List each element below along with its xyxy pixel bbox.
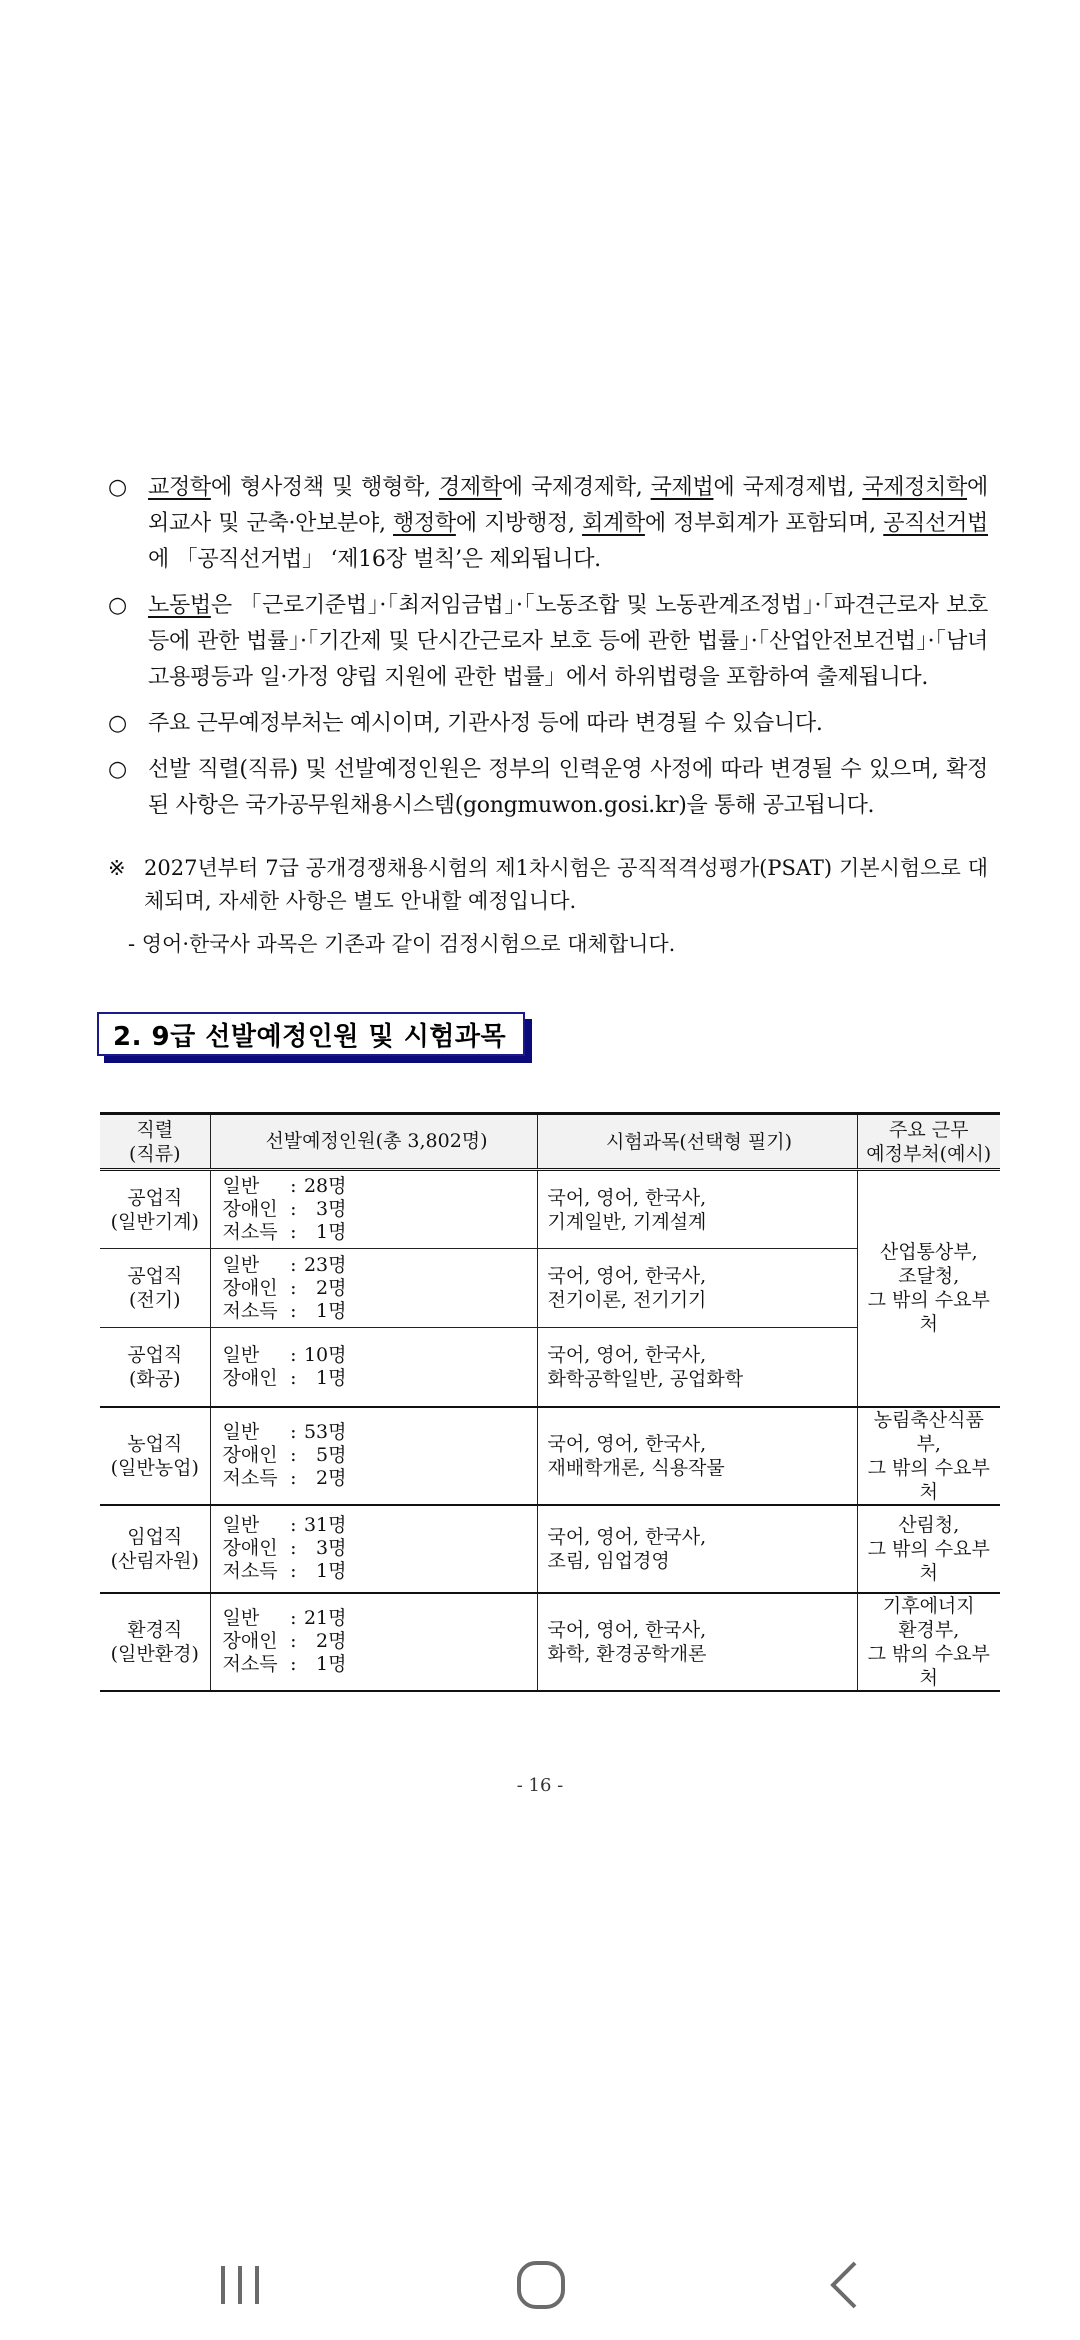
subject-line: 재배학개론, 식용작물 — [547, 1456, 725, 1479]
note-text: 에 외교사 및 군축·안보분야, — [148, 475, 988, 536]
job-line: 공업직 — [127, 1186, 183, 1209]
header-dept: 주요 근무 예정부처(예시) — [857, 1114, 1000, 1170]
note-text: 에 정부회계가 포함되며, — [644, 511, 884, 536]
cell-quota — [210, 1593, 537, 1691]
job-line: (일반환경) — [110, 1642, 199, 1665]
bullet-circle: ○ — [108, 593, 127, 618]
back-button[interactable] — [800, 2250, 890, 2320]
recent-apps-icon — [215, 2262, 265, 2308]
bullet-circle: ○ — [108, 711, 127, 736]
reference-mark: ※ — [108, 856, 126, 880]
recent-apps-button[interactable] — [195, 2250, 285, 2320]
header-job: 직렬 (직류) — [100, 1114, 210, 1170]
underlined-term: 노동법 — [148, 593, 211, 618]
job-line: 공업직 — [127, 1343, 183, 1366]
underlined-term: 행정학 — [393, 511, 456, 536]
dept-line: 그 밖의 수요부처 — [867, 1642, 990, 1689]
subject-line: 국어, 영어, 한국사, — [547, 1525, 707, 1548]
cell-quota — [210, 1249, 537, 1328]
job-line: (일반기계) — [110, 1210, 199, 1233]
cell-subjects — [537, 1170, 857, 1249]
underlined-term: 회계학 — [582, 511, 645, 536]
dept-line: 산림청, — [898, 1513, 960, 1536]
header-subjects: 시험과목(선택형 필기) — [537, 1114, 857, 1170]
quota-table — [100, 1112, 1000, 1692]
cell-dept — [857, 1170, 1000, 1407]
subject-line: 조림, 임업경영 — [547, 1549, 670, 1572]
quota-line: 저소득 : 1명 — [222, 1221, 347, 1243]
subject-line: 화학, 환경공학개론 — [547, 1642, 707, 1665]
quota-line: 일반 : 31명 — [222, 1514, 347, 1536]
note-text: 에 형사정책 및 행형학, — [210, 475, 439, 500]
reference-text: 2027년부터 7급 공개경쟁채용시험의 제1차시험은 공직적격성평가(PSAT) 기본시험으로 대체되며, 자세한 사항은 별도 안내할 예정입니다. — [144, 856, 988, 913]
quota-line: 저소득 : 1명 — [222, 1653, 347, 1675]
subject-line: 전기이론, 전기기기 — [547, 1289, 707, 1311]
page-number: - 16 - — [516, 1775, 564, 1796]
cell-quota — [210, 1407, 537, 1505]
back-icon — [825, 2259, 865, 2311]
home-button[interactable] — [496, 2250, 586, 2320]
reference-dash-item: - 영어·한국사 과목은 기존과 같이 검정시험으로 대체합니다. — [128, 932, 676, 956]
subject-line: 화학공학일반, 공업화학 — [547, 1367, 744, 1390]
table-body — [100, 1170, 1000, 1691]
note-text: 에 국제경제학, — [501, 475, 651, 500]
cell-subjects — [537, 1249, 857, 1328]
android-nav-bar — [0, 2230, 1080, 2340]
quota-line: 장애인 : 5명 — [222, 1444, 347, 1466]
cell-quota — [210, 1328, 537, 1407]
cell-dept — [857, 1505, 1000, 1593]
note-text: 주요 근무예정부처는 예시이며, 기관사정 등에 따라 변경될 수 있습니다. — [148, 711, 823, 736]
subject-line: 기계일반, 기계설계 — [547, 1210, 707, 1233]
bullet-circle: ○ — [108, 475, 127, 500]
quota-line: 일반 : 53명 — [222, 1421, 347, 1443]
table-header-row — [100, 1114, 1000, 1170]
quota-line: 일반 : 28명 — [222, 1175, 347, 1197]
note-text: 은 「근로기준법」·「최저임금법」·「노동조합 및 노동관계조정법」·「파견근로자 보호 등에 관한 법률」·「기간제 및 단시간근로자 보호 등에 관한 법률」·「산업안전보건법」·「남녀고용평등과 일·가정 양립 지원에 관한 법률」에서 하위법령을 포함하여 출제됩니다. — [148, 593, 988, 690]
quota-line: 저소득 : 1명 — [222, 1299, 347, 1322]
dept-line: 환경부, — [898, 1618, 960, 1641]
job-line: 환경직 — [127, 1618, 183, 1641]
quota-line: 일반 : 21명 — [222, 1607, 347, 1629]
cell-subjects — [537, 1505, 857, 1593]
quota-line: 장애인 : 3명 — [222, 1537, 347, 1559]
underlined-term: 국제정치학 — [862, 475, 968, 500]
quota-line: 장애인 : 3명 — [222, 1198, 347, 1220]
cell-subjects — [537, 1407, 857, 1505]
table-row — [100, 1593, 1000, 1691]
dept-line: 산업통상부, — [879, 1241, 978, 1264]
header-quota: 선발예정인원(총 3,802명) — [210, 1114, 537, 1170]
note-text: 에 국제경제법, — [713, 475, 863, 500]
cell-subjects — [537, 1328, 857, 1407]
home-icon — [513, 2257, 569, 2313]
note-item — [108, 588, 988, 696]
job-line: (일반농업) — [110, 1456, 199, 1479]
subject-line: 국어, 영어, 한국사, — [547, 1186, 707, 1209]
quota-line: 일반 : 23명 — [222, 1253, 347, 1276]
note-item — [108, 470, 988, 578]
cell-job — [100, 1249, 210, 1328]
quota-line: 장애인 : 2명 — [222, 1276, 347, 1299]
underlined-term: 경제학 — [438, 475, 502, 500]
cell-dept — [857, 1407, 1000, 1505]
job-line: (전기) — [128, 1289, 181, 1311]
subject-line: 국어, 영어, 한국사, — [547, 1343, 707, 1366]
job-line: 임업직 — [127, 1525, 183, 1548]
dept-line: 그 밖의 수요부처 — [867, 1456, 990, 1503]
cell-quota — [210, 1505, 537, 1593]
cell-quota — [210, 1170, 537, 1249]
table-row — [100, 1505, 1000, 1593]
job-line: (산림자원) — [110, 1549, 199, 1572]
dept-line: 그 밖의 수요부처 — [867, 1289, 990, 1336]
section-title: 2. 9급 선발예정인원 및 시험과목 — [97, 1012, 525, 1056]
job-line: 농업직 — [127, 1432, 183, 1455]
cell-job — [100, 1505, 210, 1593]
job-line: (화공) — [128, 1367, 181, 1390]
note-text: 에 지방행정, — [455, 511, 583, 536]
bullet-circle: ○ — [108, 757, 127, 782]
quota-line: 저소득 : 1명 — [222, 1560, 347, 1582]
note-text: 선발 직렬(직류) 및 선발예정인원은 정부의 인력운영 사정에 따라 변경될 수 있으며, 확정된 사항은 국가공무원채용시스템(gongmuwon.gosi.kr)을 통해 공고됩니다. — [148, 757, 988, 818]
reference-note — [108, 852, 988, 961]
table-row — [100, 1170, 1000, 1249]
cell-dept — [857, 1593, 1000, 1691]
quota-line: 일반 : 10명 — [222, 1343, 347, 1366]
job-line: 공업직 — [127, 1265, 183, 1287]
quota-line: 장애인 : 1명 — [222, 1366, 347, 1389]
underlined-term: 교정학 — [148, 475, 211, 500]
subject-line: 국어, 영어, 한국사, — [547, 1265, 707, 1287]
table-row — [100, 1407, 1000, 1505]
underlined-term: 공직선거법 — [883, 511, 988, 536]
note-item — [108, 706, 988, 742]
quota-line: 장애인 : 2명 — [222, 1630, 347, 1652]
dept-line: 농림축산식품부, — [873, 1408, 984, 1455]
note-text: 에 「공직선거법」 ‘제16장 벌칙’은 제외됩니다. — [148, 547, 601, 572]
note-item — [108, 752, 988, 824]
cell-subjects — [537, 1593, 857, 1691]
dept-line: 기후에너지 — [882, 1594, 975, 1617]
cell-job — [100, 1328, 210, 1407]
cell-job — [100, 1170, 210, 1249]
notes-list — [108, 470, 988, 834]
dept-line: 그 밖의 수요부처 — [867, 1537, 990, 1584]
subject-line: 국어, 영어, 한국사, — [547, 1618, 707, 1641]
cell-job — [100, 1407, 210, 1505]
cell-job — [100, 1593, 210, 1691]
quota-line: 저소득 : 2명 — [222, 1467, 347, 1489]
subject-line: 국어, 영어, 한국사, — [547, 1432, 707, 1455]
dept-line: 조달청, — [898, 1265, 960, 1288]
underlined-term: 국제법 — [650, 475, 714, 500]
